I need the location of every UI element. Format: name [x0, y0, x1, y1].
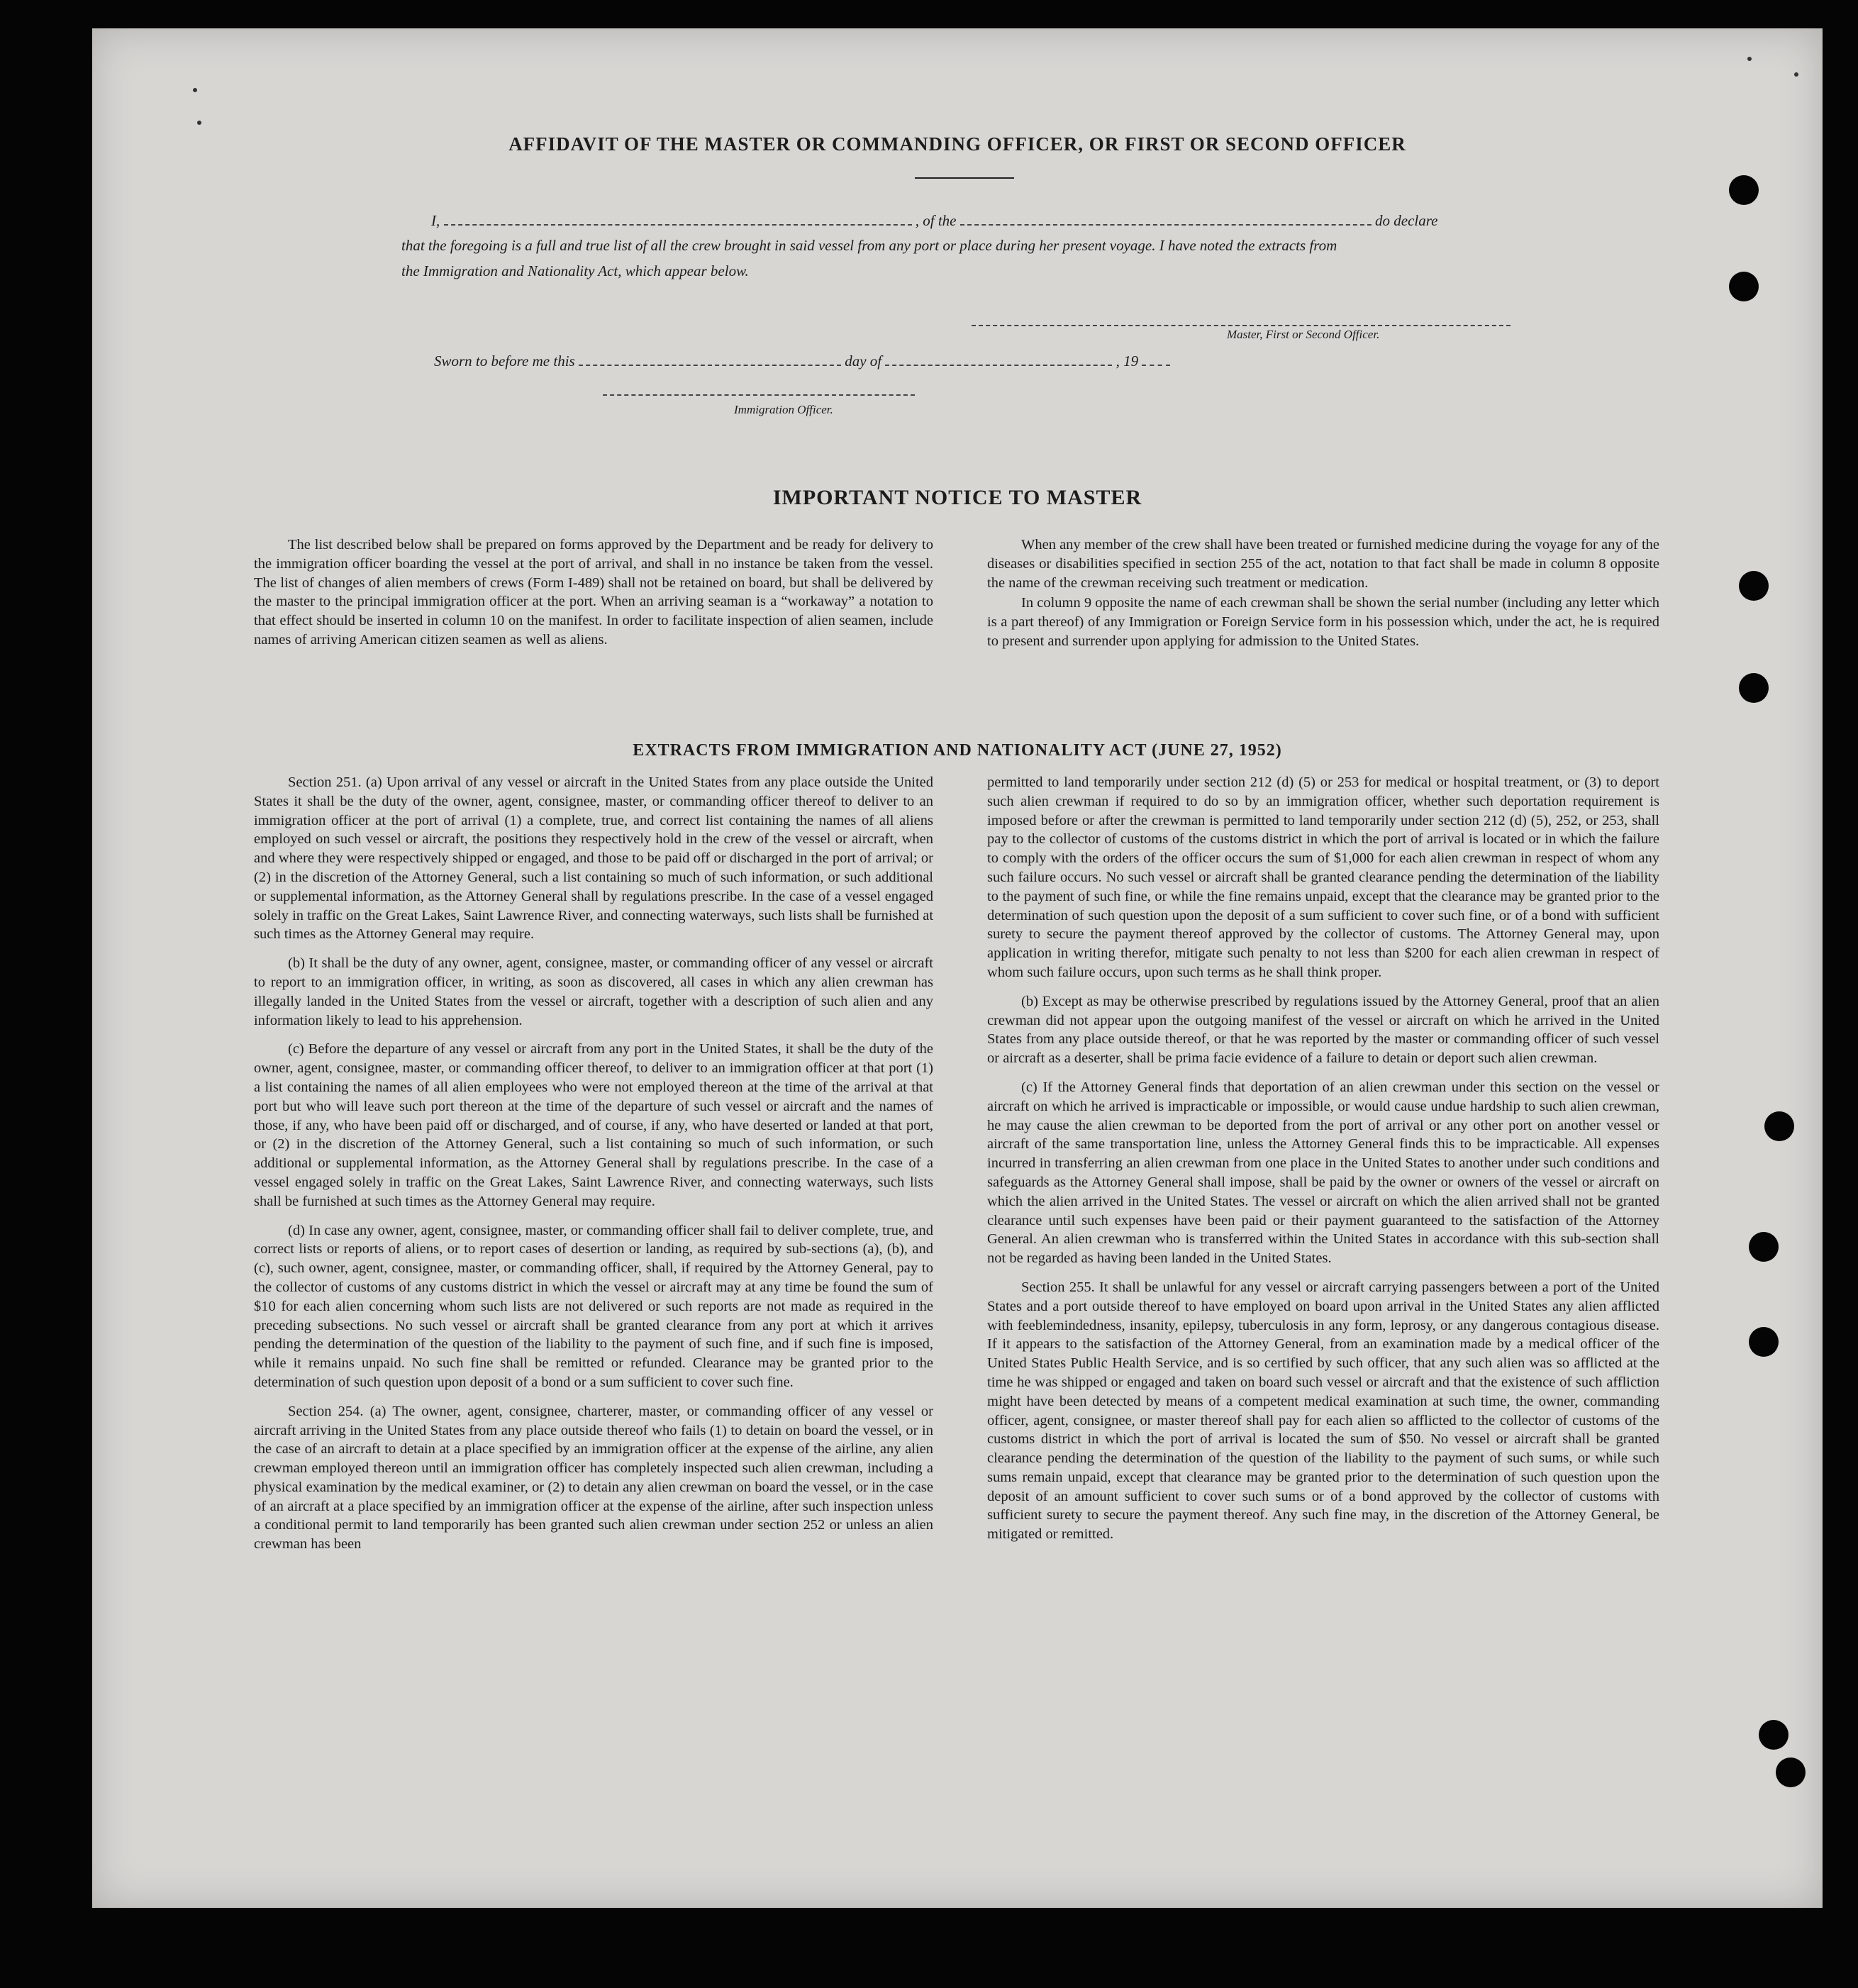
notice-title: IMPORTANT NOTICE TO MASTER [772, 486, 1142, 509]
declaration-do-declare: do declare [1375, 212, 1438, 229]
scan-speck [197, 121, 201, 125]
punch-hole [1729, 272, 1759, 301]
notice-paragraph: When any member of the crew shall have been treated or furnished medicine during the voyage for any of the diseases or disabilities specified in section 255 of the act, notation to that fact shall be made in column 8 opposite the name of the crewman receiving such treatment or medication. [987, 537, 1659, 591]
punch-hole [1764, 1111, 1794, 1141]
officer-signature-line [603, 394, 915, 396]
master-caption: Master, First or Second Officer. [1227, 328, 1380, 341]
declaration-i: I, [431, 212, 440, 229]
title-divider [915, 177, 1014, 179]
sworn-year: , 19 [1116, 352, 1139, 370]
scan-speck [1747, 57, 1752, 61]
sworn-day-of: day of [845, 352, 882, 370]
scan-speck [1794, 72, 1798, 77]
section-254c-paragraph: (c) If the Attorney General finds that deportation of an alien crewman under this section on the vessel or aircraft on which he arrived is impracticable or impossible, or would cause undue hardship to such alien crewman, he may cause the alien crewman to be deported from the port of arrival or any other port on another vessel or aircraft of the same transportation line, unless the Attorney General finds this to be impracticable. All expenses incurred in transferring an alien crewman from one place in the United States to another under such conditions and safeguards as the Attorney General shall impose, shall be paid by the owner or owners of the vessel or aircraft on which the alien arrived in the United States. The vessel or aircraft on which the alien arrived shall not be granted clearance until such expenses have been paid or their payment guaranteed to the satisfaction of the Attorney General. An alien crewman who is transferred within the United States in accordance with this sub-section shall not be regarded as having been landed in the United States. [987, 1079, 1659, 1267]
sworn-year-blank [1142, 352, 1170, 366]
section-254a-continued-paragraph: permitted to land temporarily under section 212 (d) (5) or 253 for medical or hospital treatment, or (3) to deport such alien crewman if required to do so by an immigration officer, whether such deportation requirement is imposed before or after the crewman is permitted to land temporarily under section 212 (d) (5), 252, or 253, shall pay to the collector of customs of the customs district in which the port of arrival is located or in which the failure to comply with the orders of the officer occurs the sum of $1,000 for each alien crewman in respect of whom any such failure occurs. No such vessel or aircraft shall be granted clearance pending the determination of the liability to the payment of such fine, or while the fine remains unpaid, except that the clearance may be granted prior to the determination of such question upon the deposit of a sum sufficient to cover such fine, or of a bond with sufficient surety to secure the payment thereof approved by the collector of customs. The Attorney General may, upon application in writing therefor, mitigate such penalty to not less than $200 for each alien crewman in respect of whom such failure occurs, upon such terms as he shall think proper. [987, 774, 1659, 980]
punch-hole [1739, 571, 1769, 601]
extracts-left-column [254, 773, 933, 1564]
extracts-right-column [987, 773, 1659, 1554]
section-255-paragraph: Section 255. It shall be unlawful for any vessel or aircraft carrying passengers between a port of the United States and a port outside thereof to have employed on board upon arrival in the United States any alien afflicted with feeblemindedness, insanity, epilepsy, tuberculosis in any form, leprosy, or any dangerous contagious disease. If it appears to the satisfaction of the Attorney General, from an examination made by a medical officer of the United States Public Health Service, and is so certified by such officer, that any such alien was so afflicted at the time he was shipped or engaged and taken on board such vessel or aircraft and that the existence of such affliction might have been detected by means of a competent medical examination at such time, the owner, commanding officer, agent, consignee, or master thereof shall pay for each alien so afflicted to the collector of customs of the customs district in which the port of arrival is located the sum of $50. No vessel or aircraft shall be granted clearance pending the determination of the question of the liability to the payment of such sums, or while such sums remain unpaid, except that clearance may be granted prior to the determination of such question upon the deposit of an amount sufficient to cover such sums or of a bond approved by the collector of customs with sufficient surety to secure the payment thereof. Any such fine may, in the discretion of the Attorney General, be mitigated or remitted. [987, 1279, 1659, 1543]
section-251a-paragraph: Section 251. (a) Upon arrival of any vessel or aircraft in the United States from any place outside the United States it shall be the duty of the owner, agent, consignee, master, or commanding officer thereof to deliver to an immigration officer at the port of arrival (1) a complete, true, and correct list containing the names of all aliens employed on such vessel or aircraft, the positions they respectively hold in the crew of the vessel or aircraft, when and where they were respectively shipped or engaged, and those to be paid off or discharged in the port of arrival; or (2) in the discretion of the Attorney General, such a list containing so much of such information, or such additional or supplemental information, as the Attorney General shall by regulations prescribe. In the case of a vessel engaged solely in traffic on the Great Lakes, Saint Lawrence River, and connecting waterways, such lists shall be furnished at such times as the Attorney General may require. [254, 774, 934, 943]
document-page [92, 28, 1823, 1908]
notice-right-column [987, 535, 1659, 661]
master-signature-line [972, 325, 1511, 326]
scan-speck [193, 88, 197, 92]
notice-paragraph: In column 9 opposite the name of each crewman shall be shown the serial number (including any letter which is a part thereof) of any Immigration or Foreign Service form in his possession which, under the act, he is required to present and surrender upon applying for admission to the United States. [987, 595, 1659, 649]
name-blank [444, 211, 912, 226]
punch-hole [1759, 1720, 1789, 1750]
punch-hole [1776, 1757, 1806, 1787]
declaration-line-1 [431, 211, 1437, 230]
declaration-of-the: , of the [915, 212, 957, 229]
section-251c-paragraph: (c) Before the departure of any vessel or aircraft from any port in the United States, it shall be the duty of the owner, agent, consignee, master, or commanding officer thereof, to deliver to an immigration officer at that port (1) a list containing the names of all alien employees who were not employed thereon at the time of the arrival at that port but who will leave such port thereon at the time of the departure of such vessel or aircraft and the names of those, if any, who have been paid off or discharged, and of course, if any, who have deserted or landed at that port, or (2) in the discretion of the Attorney General, such a list containing so much of such information, or such additional or supplemental information, as the Attorney General shall by regulations prescribe. In the case of a vessel engaged solely in traffic on the Great Lakes, Saint Lawrence River, and connecting waterways, such lists shall be furnished at such times as the Attorney General may require. [254, 1041, 933, 1209]
punch-hole [1739, 673, 1769, 703]
section-251d-paragraph: (d) In case any owner, agent, consignee, master, or commanding officer shall fail to deliver complete, true, and correct lists or reports of aliens, or to report cases of desertion or landing, as required by sub-sections (a), (b), and (c), such owner, agent, consignee, master, or commanding officer, shall, if required by the Attorney General, pay to the collector of customs of any customs district in which the vessel or aircraft may at any time be found the sum of $10 for each alien concerning whom such lists are not delivered or such reports are not made as required in the preceding subsections. No such vessel or aircraft shall be granted clearance from any port at which it arrives pending the determination of the question of the liability to the payment of such fine, and if such fine is imposed, while it remains unpaid. No such fine shall be remitted or refunded. Clearance may be granted prior to the determination of such question upon deposit of a bond or a sum sufficient to cover such fine. [254, 1222, 933, 1390]
officer-caption: Immigration Officer. [734, 403, 833, 416]
extracts-title: EXTRACTS FROM IMMIGRATION AND NATIONALITY ACT (JUNE 27, 1952) [633, 741, 1282, 760]
punch-hole [1749, 1327, 1779, 1357]
declaration-line-2: that the foregoing is a full and true list of all the crew brought in said vessel from any port or place during her present voyage. I have noted the extracts from [401, 237, 1337, 254]
affidavit-title: AFFIDAVIT OF THE MASTER OR COMMANDING OFFICER, OR FIRST OR SECOND OFFICER [508, 133, 1406, 155]
sworn-line [434, 352, 1170, 370]
sworn-day-blank [579, 352, 841, 366]
sworn-prefix: Sworn to before me this [434, 352, 575, 370]
section-251b-paragraph: (b) It shall be the duty of any owner, agent, consignee, master, or commanding officer of any vessel or aircraft to report to an immigration officer, in writing, as soon as discovered, all cases in which any alien crewman has illegally landed in the United States from the vessel or aircraft, together with a description of such alien and any information likely to lead to his apprehension. [254, 955, 933, 1028]
notice-left-column [254, 535, 933, 660]
punch-hole [1749, 1232, 1779, 1262]
punch-hole [1729, 175, 1759, 205]
section-254a-paragraph: Section 254. (a) The owner, agent, consignee, charterer, master, or commanding officer of any vessel or aircraft arriving in the United States from any place outside thereof who fails (1) to detain on board the vessel, or in the case of an aircraft to detain at a place specified by an immigration officer at the expense of the airline, any alien crewman employed thereon until an immigration officer has completely inspected such alien crewman, including a physical examination by the medical examiner, or (2) to detain any alien crewman on board the vessel, or in the case of an aircraft at a place specified by an immigration officer at the expense of the airline, after such inspection unless a conditional permit to land temporarily has been granted such alien crewman under section 252 or unless an alien crewman has been [254, 1403, 933, 1553]
notice-paragraph: The list described below shall be prepared on forms approved by the Department and be ready for delivery to the immigration officer boarding the vessel at the port of arrival, and shall in no instance be taken from the vessel. The list of changes of alien members of crews (Form I-489) shall not be retained on board, but shall be delivered by the master to the principal immigration officer at the port. When an arriving seaman is a “workaway” a notation to that effect should be inserted in column 10 on the manifest. In order to facilitate inspection of alien seamen, include names of arriving American citizen seamen as well as aliens. [254, 537, 933, 648]
declaration-line-3: the Immigration and Nationality Act, which appear below. [401, 262, 749, 279]
section-254b-paragraph: (b) Except as may be otherwise prescribed by regulations issued by the Attorney General, proof that an alien crewman did not appear upon the outgoing manifest of the vessel or aircraft on which he arrived in the United States from any place outside thereof, or that he was reported by the master or commanding officer of such vessel or aircraft as a deserter, shall be prima facie evidence of a failure to detain or deport such alien crewman. [987, 993, 1659, 1067]
sworn-month-blank [885, 352, 1112, 366]
vessel-blank [960, 211, 1372, 226]
